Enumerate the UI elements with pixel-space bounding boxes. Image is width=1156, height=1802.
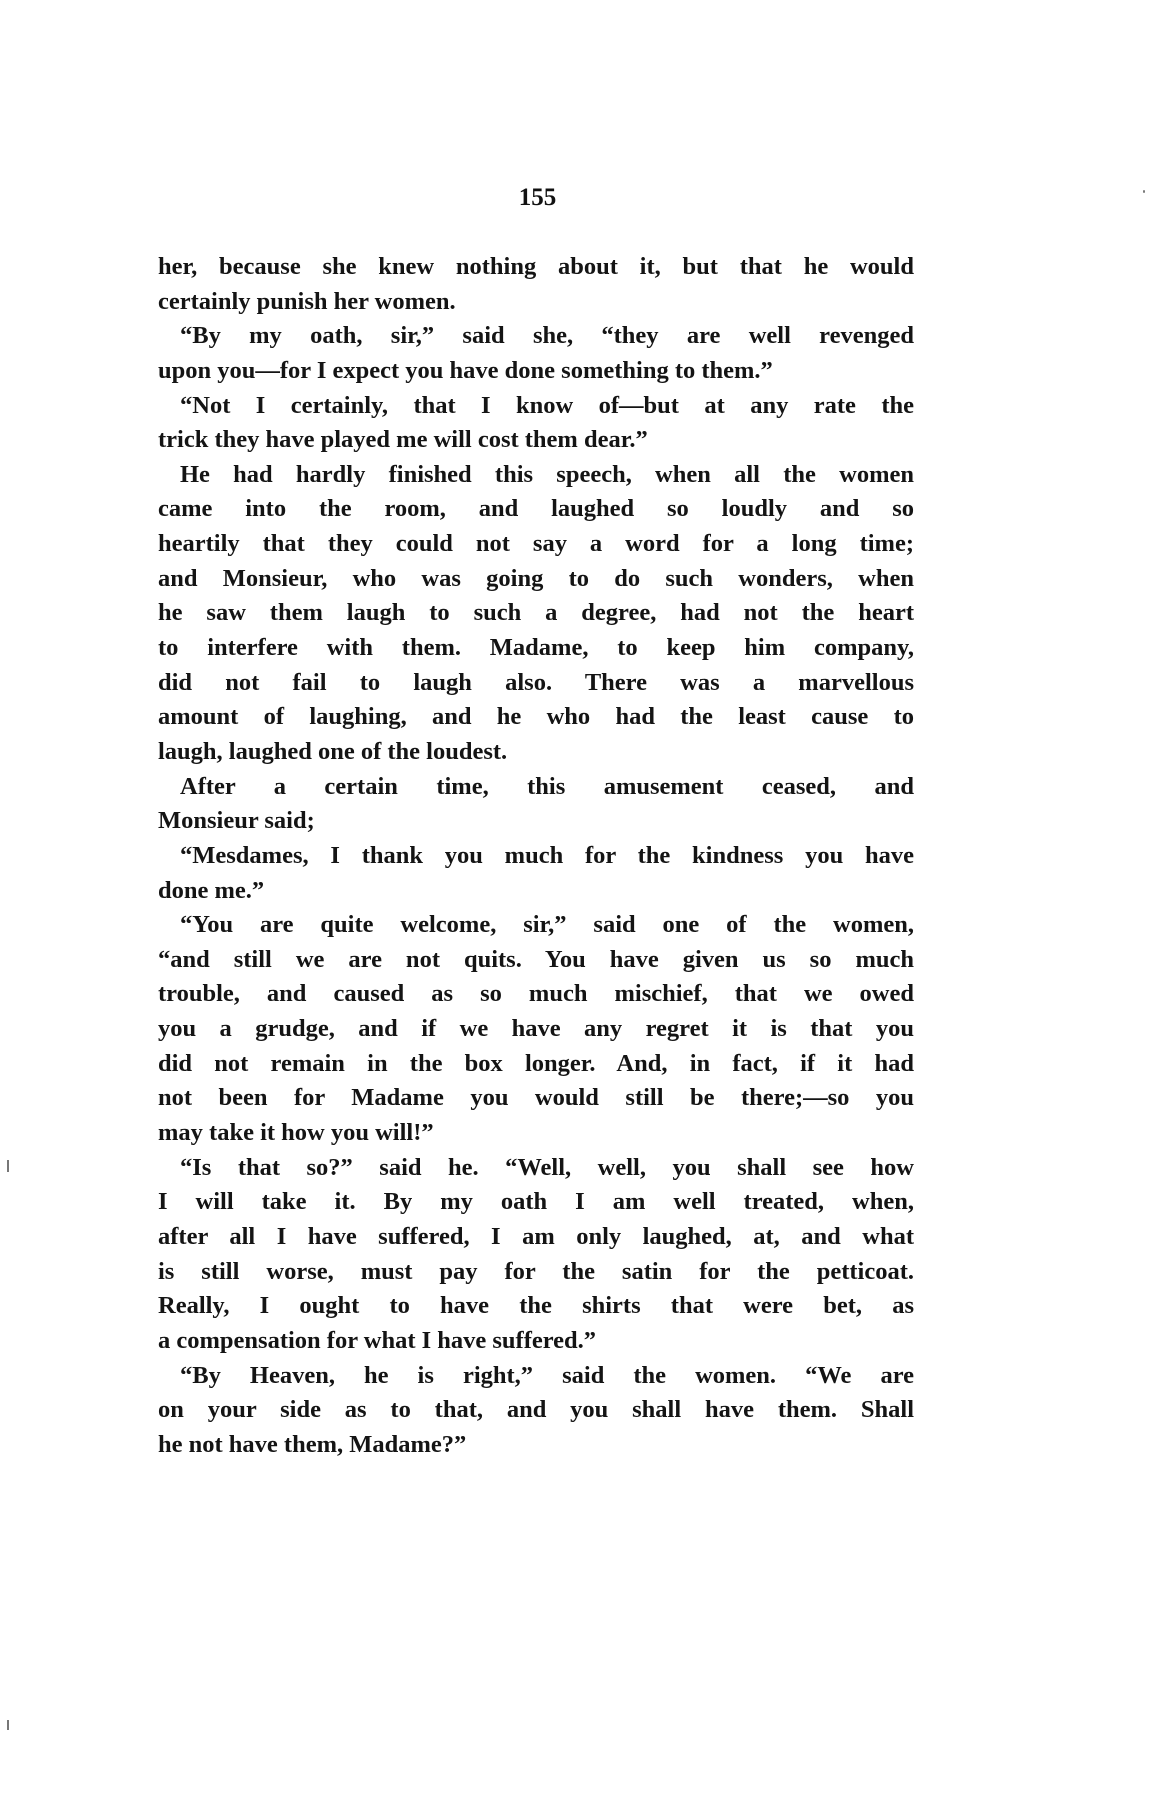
text-line: Monsieur said; (158, 807, 315, 835)
text-line: After a certain time, this amusement ceased, and (180, 772, 914, 800)
text-line: “By my oath, sir,” said she, “they are well revenged (180, 322, 914, 350)
text-line: Really, I ought to have the shirts that were bet, as (158, 1292, 914, 1320)
text-line: her, because she knew nothing about it, but that he would (158, 253, 914, 280)
scan-speck (7, 1720, 9, 1730)
text-line: amount of laughing, and he who had the least cause to (158, 703, 914, 731)
text-line: he saw them laugh to such a degree, had not the heart (158, 599, 914, 627)
text-line: may take it how you will!” (158, 1119, 434, 1147)
scan-speck (1143, 190, 1145, 193)
body-text (158, 250, 914, 1462)
text-line: He had hardly finished this speech, when all the women (180, 460, 914, 488)
text-line: upon you—for I expect you have done something to them.” (158, 356, 773, 384)
text-line: “and still we are not quits. You have given us so much (158, 945, 914, 973)
text-line: laugh, laughed one of the loudest. (158, 737, 508, 765)
text-line: “By Heaven, he is right,” said the women. “We are (180, 1361, 914, 1389)
text-line: did not fail to laugh also. There was a marvellous (158, 668, 914, 696)
text-line: certainly punish her women. (158, 287, 456, 315)
text-line: after all I have suffered, I am only laughed, at, and what (158, 1222, 914, 1250)
text-line: trick they have played me will cost them dear.” (158, 426, 648, 454)
text-line: “Mesdames, I thank you much for the kindness you have (180, 841, 914, 869)
text-line: is still worse, must pay for the satin for the petticoat. (158, 1257, 914, 1285)
text-line: to interfere with them. Madame, to keep him company, (158, 634, 914, 662)
text-line: “Not I certainly, that I know of—but at any rate the (180, 391, 914, 419)
text-line: did not remain in the box longer. And, in fact, if it had (158, 1049, 914, 1077)
text-line: came into the room, and laughed so loudly and so (158, 495, 914, 523)
text-line: “Is that so?” said he. “Well, well, you shall see how (180, 1153, 914, 1181)
text-line: and Monsieur, who was going to do such wonders, when (158, 564, 914, 592)
text-line: not been for Madame you would still be there;—so you (158, 1084, 914, 1112)
text-line: he not have them, Madame?” (158, 1430, 467, 1458)
text-line: I will take it. By my oath I am well treated, when, (158, 1188, 914, 1216)
text-line: a compensation for what I have suffered.” (158, 1326, 597, 1354)
text-line: heartily that they could not say a word for a long time; (158, 530, 914, 558)
text-line: done me.” (158, 876, 265, 904)
page-number: 155 (518, 184, 557, 211)
text-line: trouble, and caused as so much mischief, that we owed (158, 980, 914, 1008)
text-line: on your side as to that, and you shall have them. Shall (158, 1396, 914, 1424)
text-line: you a grudge, and if we have any regret it is that you (158, 1015, 914, 1043)
scan-speck (7, 1160, 9, 1172)
text-line: “You are quite welcome, sir,” said one of the women, (180, 911, 914, 939)
